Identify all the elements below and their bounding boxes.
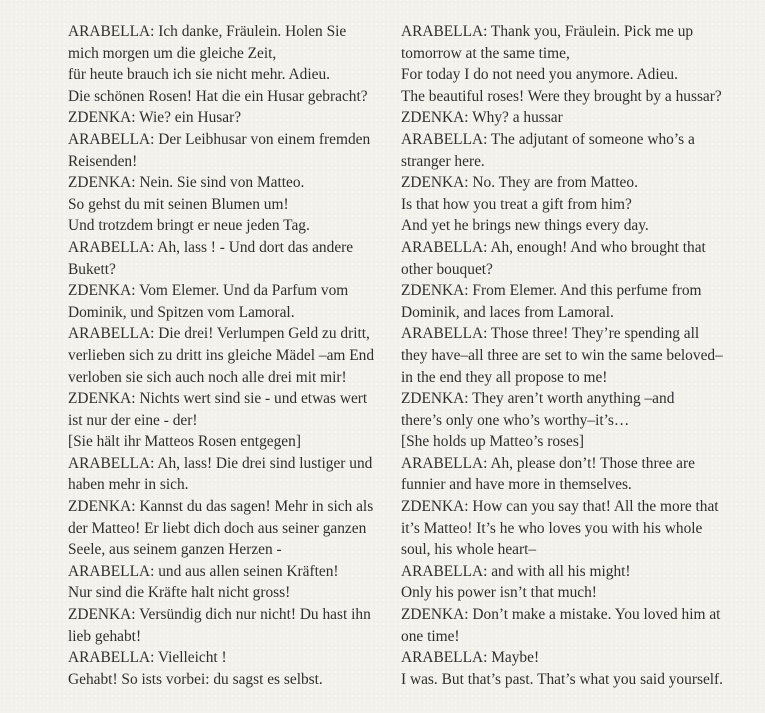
german-line: ZDENKA: Wie? ein Husar?: [68, 109, 242, 127]
english-text-column: [401, 21, 739, 690]
german-line: verloben sie sich auch noch alle drei mit mir!: [68, 368, 347, 386]
english-line: they have–all three are set to win the same beloved–: [401, 346, 723, 364]
german-line: ZDENKA: Versündig dich nur nicht! Du hast ihn: [68, 606, 371, 624]
german-line: ARABELLA: Ich danke, Fräulein. Holen Sie: [68, 23, 347, 40]
english-line: in the end they all propose to me!: [401, 368, 608, 386]
english-line: ARABELLA: The adjutant of someone who’s a: [401, 130, 695, 148]
german-line: ZDENKA: Kannst du das sagen! Mehr in sich als: [68, 498, 374, 516]
english-line: And yet he brings new things every day.: [401, 217, 649, 235]
german-line: Seele, aus seinem ganzen Herzen -: [68, 541, 282, 559]
german-line: Nur sind die Kräfte halt nicht gross!: [68, 584, 291, 602]
english-line: tomorrow at the same time,: [401, 44, 570, 62]
english-line: ZDENKA: No. They are from Matteo.: [401, 174, 638, 192]
german-line: So gehst du mit seinen Blumen um!: [68, 195, 289, 213]
german-line: verlieben sich zu dritt ins gleiche Mädel –am End: [68, 346, 375, 364]
german-line: Gehabt! So ists vorbei: du sagst es selbst.: [68, 670, 323, 688]
german-line: haben mehr in sich.: [68, 476, 189, 494]
german-line: ist nur der eine - der!: [68, 411, 198, 429]
english-line: ZDENKA: Don’t make a mistake. You loved him at: [401, 606, 721, 624]
english-line: ARABELLA: Ah, enough! And who brought that: [401, 238, 706, 256]
english-line: Is that how you treat a gift from him?: [401, 195, 632, 213]
english-line: Dominik, and laces from Lamoral.: [401, 303, 614, 321]
german-line: Die schönen Rosen! Hat die ein Husar gebracht?: [68, 87, 368, 105]
german-line: ZDENKA: Vom Elemer. Und da Parfum vom: [68, 282, 349, 300]
english-line: ARABELLA: Thank you, Fräulein. Pick me up: [401, 23, 694, 40]
english-line: ZDENKA: Why? a hussar: [401, 109, 563, 127]
english-line: it’s Matteo! It’s he who loves you with his whole: [401, 519, 703, 537]
german-line: ARABELLA: Ah, lass ! - Und dort das andere: [68, 238, 354, 256]
german-line: mich morgen um die gleiche Zeit,: [68, 44, 277, 62]
english-line: soul, his whole heart–: [401, 541, 537, 559]
english-line: one time!: [401, 627, 460, 645]
german-line: ZDENKA: Nein. Sie sind von Matteo.: [68, 174, 305, 192]
english-line: ZDENKA: From Elemer. And this perfume from: [401, 282, 702, 300]
english-line: ZDENKA: How can you say that! All the more that: [401, 498, 719, 516]
english-line: stranger here.: [401, 152, 485, 170]
german-line: ARABELLA: Die drei! Verlumpen Geld zu dritt,: [68, 325, 370, 343]
german-line: ARABELLA: Ah, lass! Die drei sind lustiger und: [68, 454, 373, 472]
german-line: der Matteo! Er liebt dich doch aus seiner ganzen: [68, 519, 367, 537]
english-line: there’s only one who’s worthy–it’s…: [401, 411, 630, 429]
german-line: ARABELLA: Vielleicht !: [68, 649, 227, 667]
english-line: For today I do not need you anymore. Adieu.: [401, 66, 678, 84]
english-line: other bouquet?: [401, 260, 493, 278]
english-line: Only his power isn’t that much!: [401, 584, 597, 602]
german-stage-direction: [Sie hält ihr Matteos Rosen entgegen]: [68, 433, 301, 451]
german-line: für heute brauch ich sie nicht mehr. Adieu.: [68, 66, 330, 84]
english-line: funnier and have more in themselves.: [401, 476, 632, 494]
english-line: ARABELLA: Maybe!: [401, 649, 540, 667]
german-line: Und trotzdem bringt er neue jeden Tag.: [68, 217, 310, 235]
english-stage-direction: [She holds up Matteo’s roses]: [401, 433, 584, 451]
english-line: ARABELLA: Those three! They’re spending all: [401, 325, 700, 343]
german-line: Reisenden!: [68, 152, 138, 170]
german-line: lieb gehabt!: [68, 627, 142, 645]
english-line: ARABELLA: Ah, please don’t! Those three are: [401, 454, 695, 472]
german-line: ARABELLA: und aus allen seinen Kräften!: [68, 562, 339, 580]
german-line: Bukett?: [68, 260, 116, 278]
english-line: The beautiful roses! Were they brought by a hussar?: [401, 87, 722, 105]
german-line: Dominik, und Spitzen vom Lamoral.: [68, 303, 295, 321]
german-line: ZDENKA: Nichts wert sind sie - und etwas wert: [68, 390, 368, 408]
english-line: I was. But that’s past. That’s what you said yourself.: [401, 670, 724, 688]
german-line: ARABELLA: Der Leibhusar von einem fremden: [68, 130, 371, 148]
english-line: ZDENKA: They aren’t worth anything –and: [401, 390, 675, 408]
english-line: ARABELLA: and with all his might!: [401, 562, 631, 580]
german-text-column: [68, 21, 390, 690]
